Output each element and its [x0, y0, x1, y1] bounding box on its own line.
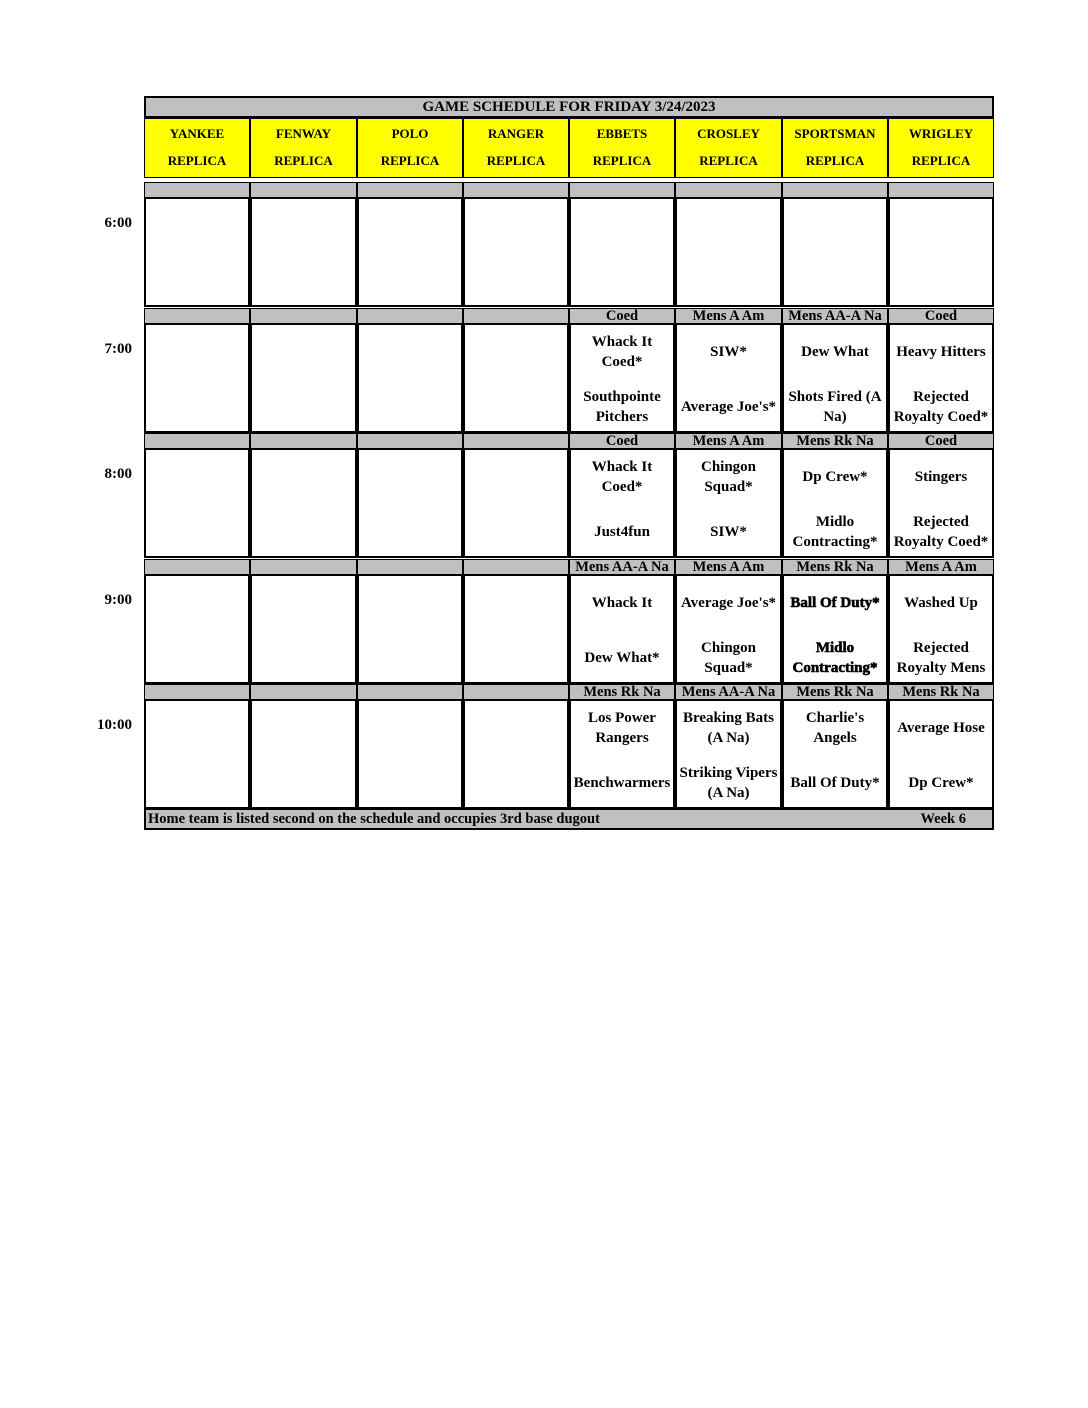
- schedule-footer: [144, 808, 994, 830]
- division-label: Mens Rk Na: [782, 559, 888, 575]
- home-team: SIW*: [710, 524, 747, 540]
- field-header: [782, 118, 888, 178]
- away-team: [359, 450, 461, 504]
- home-team: Rejected Royalty Coed*: [893, 389, 989, 425]
- away-team: [571, 199, 673, 253]
- away-team: Whack It: [591, 595, 653, 611]
- home-team: Dew What*: [584, 650, 660, 666]
- division-label: Mens A Am: [675, 559, 782, 575]
- division-label: [888, 182, 994, 198]
- field-name: WRIGLEY: [908, 126, 974, 141]
- field-header: [250, 118, 357, 178]
- home-team: Chingon Squad*: [700, 640, 757, 676]
- division-label: Mens AA-A Na: [782, 308, 888, 324]
- division-label: [357, 433, 463, 449]
- division-label: Coed: [569, 433, 675, 449]
- home-team: Average Joe's*: [680, 399, 777, 415]
- home-team: [146, 631, 248, 685]
- game-cell: [782, 448, 888, 558]
- division-label: Mens A Am: [675, 308, 782, 324]
- game-cell: [569, 448, 675, 558]
- game-cell: [888, 323, 994, 433]
- away-team: [465, 576, 567, 630]
- division-label: [357, 559, 463, 575]
- division-label: [357, 308, 463, 324]
- division-label: Coed: [569, 308, 675, 324]
- division-label: Mens Rk Na: [782, 433, 888, 449]
- home-team: Just4fun: [594, 524, 650, 540]
- home-team: [146, 505, 248, 559]
- home-team: [146, 756, 248, 810]
- home-team: [465, 254, 567, 308]
- away-team: [252, 450, 355, 504]
- time-label: 8:00: [104, 466, 132, 482]
- field-header: [144, 118, 250, 178]
- game-cell: [675, 323, 782, 433]
- home-team: Dp Crew*: [908, 775, 974, 791]
- field-name: SPORTSMAN: [794, 126, 876, 141]
- division-label: Mens AA-A Na: [675, 684, 782, 700]
- home-team: [252, 756, 355, 810]
- home-team: [571, 254, 673, 308]
- game-cell: [782, 699, 888, 809]
- away-team: Charlie's Angels: [805, 710, 865, 746]
- home-team: [252, 380, 355, 434]
- home-team: Benchwarmers: [573, 775, 671, 791]
- game-cell: [888, 574, 994, 684]
- field-header: [463, 118, 569, 178]
- division-label: Mens A Am: [888, 559, 994, 575]
- home-team: [252, 631, 355, 685]
- home-team: [784, 254, 886, 308]
- away-team: Whack It Coed*: [591, 459, 653, 495]
- game-cell: [569, 323, 675, 433]
- away-team: Average Joe's*: [680, 595, 777, 611]
- away-team: [784, 199, 886, 253]
- field-name: POLO: [391, 126, 429, 141]
- game-cell: [357, 574, 463, 684]
- game-cell: [675, 448, 782, 558]
- away-team: Dew What: [801, 344, 869, 360]
- division-label: [463, 308, 569, 324]
- home-team: Ball Of Duty*: [790, 775, 880, 791]
- division-label: [675, 182, 782, 198]
- away-team: [677, 199, 780, 253]
- away-team: [359, 325, 461, 379]
- game-cell: [463, 574, 569, 684]
- game-cell: [357, 448, 463, 558]
- home-team: [465, 505, 567, 559]
- away-team: [252, 325, 355, 379]
- game-cell: [250, 323, 357, 433]
- time-label: 6:00: [104, 215, 132, 231]
- away-team: [146, 450, 248, 504]
- away-team: Ball Of Duty*: [790, 595, 880, 611]
- division-label: [250, 684, 357, 700]
- division-label: [250, 308, 357, 324]
- home-team: Rejected Royalty Coed*: [893, 514, 989, 550]
- game-cell: [569, 699, 675, 809]
- away-team: [465, 701, 567, 755]
- game-cell: [782, 323, 888, 433]
- home-team: Shots Fired (A Na): [788, 389, 882, 425]
- division-label: Coed: [888, 433, 994, 449]
- field-subtitle: REPLICA: [911, 153, 971, 168]
- home-team: [252, 254, 355, 308]
- field-header: [569, 118, 675, 178]
- division-label: [463, 684, 569, 700]
- away-team: [146, 325, 248, 379]
- field-name: CROSLEY: [697, 126, 760, 141]
- away-team: Breaking Bats (A Na): [683, 710, 774, 746]
- division-label: [357, 684, 463, 700]
- game-cell: [144, 448, 250, 558]
- away-team: Whack It Coed*: [591, 334, 653, 370]
- division-label: [357, 182, 463, 198]
- game-cell: [675, 699, 782, 809]
- away-team: SIW*: [710, 344, 747, 360]
- division-label: [250, 182, 357, 198]
- away-team: [252, 199, 355, 253]
- field-subtitle: REPLICA: [486, 153, 546, 168]
- away-team: [146, 576, 248, 630]
- game-cell: [144, 197, 250, 307]
- game-cell: [463, 323, 569, 433]
- division-label: [144, 182, 250, 198]
- division-label: Coed: [888, 308, 994, 324]
- home-team: [359, 756, 461, 810]
- division-label: [144, 684, 250, 700]
- field-name: EBBETS: [596, 126, 648, 141]
- schedule-title: GAME SCHEDULE FOR FRIDAY 3/24/2023: [144, 96, 994, 118]
- home-team: Midlo Contracting*: [792, 640, 878, 676]
- division-label: Mens Rk Na: [569, 684, 675, 700]
- division-label: [463, 433, 569, 449]
- division-label: [144, 308, 250, 324]
- game-cell: [463, 448, 569, 558]
- away-team: Dp Crew*: [802, 469, 868, 485]
- field-header: [675, 118, 782, 178]
- game-cell: [144, 323, 250, 433]
- field-subtitle: REPLICA: [167, 153, 227, 168]
- away-team: [359, 199, 461, 253]
- field-name: YANKEE: [169, 126, 225, 141]
- away-team: [465, 199, 567, 253]
- game-cell: [463, 699, 569, 809]
- away-team: Chingon Squad*: [700, 459, 757, 495]
- game-cell: [357, 323, 463, 433]
- time-label: 10:00: [97, 717, 132, 733]
- home-team: [359, 254, 461, 308]
- home-team: Striking Vipers (A Na): [679, 765, 778, 801]
- time-label: 7:00: [104, 341, 132, 357]
- home-team: [359, 380, 461, 434]
- division-label: [250, 433, 357, 449]
- away-team: [359, 576, 461, 630]
- home-team: Rejected Royalty Mens: [896, 640, 986, 676]
- game-cell: [782, 197, 888, 307]
- away-team: Stingers: [914, 469, 968, 485]
- field-name: FENWAY: [275, 126, 332, 141]
- home-team: [465, 756, 567, 810]
- game-cell: [144, 699, 250, 809]
- field-subtitle: REPLICA: [274, 153, 333, 168]
- division-label: [250, 559, 357, 575]
- home-team: [890, 254, 992, 308]
- game-cell: [463, 197, 569, 307]
- game-cell: [569, 197, 675, 307]
- home-team: [465, 380, 567, 434]
- division-label: Mens A Am: [675, 433, 782, 449]
- away-team: Heavy Hitters: [896, 344, 986, 360]
- division-label: [782, 182, 888, 198]
- home-team: Southpointe Pitchers: [583, 389, 661, 425]
- division-label: Mens AA-A Na: [569, 559, 675, 575]
- game-cell: [357, 197, 463, 307]
- home-team: [359, 505, 461, 559]
- game-cell: [250, 699, 357, 809]
- division-label: [463, 559, 569, 575]
- away-team: [359, 701, 461, 755]
- division-label: Mens Rk Na: [782, 684, 888, 700]
- away-team: [252, 576, 355, 630]
- game-cell: [675, 197, 782, 307]
- time-label: 9:00: [104, 592, 132, 608]
- home-team: [465, 631, 567, 685]
- game-cell: [888, 699, 994, 809]
- week-label: Week 6: [920, 810, 966, 827]
- game-cell: [782, 574, 888, 684]
- game-cell: [250, 574, 357, 684]
- home-team: [359, 631, 461, 685]
- home-team: [146, 380, 248, 434]
- game-cell: [144, 574, 250, 684]
- home-team: Midlo Contracting*: [792, 514, 878, 550]
- field-subtitle: REPLICA: [380, 153, 440, 168]
- field-header: [357, 118, 463, 178]
- away-team: [890, 199, 992, 253]
- game-cell: [888, 448, 994, 558]
- away-team: [146, 199, 248, 253]
- away-team: Washed Up: [904, 595, 978, 611]
- game-cell: [888, 197, 994, 307]
- division-label: [144, 559, 250, 575]
- away-team: Los Power Rangers: [588, 710, 656, 746]
- away-team: [252, 701, 355, 755]
- home-team-note: Home team is listed second on the schedule and occupies 3rd base dugout: [148, 810, 600, 827]
- field-name: RANGER: [487, 126, 545, 141]
- field-subtitle: REPLICA: [592, 153, 652, 168]
- game-cell: [250, 197, 357, 307]
- away-team: [146, 701, 248, 755]
- division-label: Mens Rk Na: [888, 684, 994, 700]
- division-label: [463, 182, 569, 198]
- away-team: [465, 325, 567, 379]
- field-header: [888, 118, 994, 178]
- field-subtitle: REPLICA: [805, 153, 865, 168]
- home-team: [146, 254, 248, 308]
- home-team: [252, 505, 355, 559]
- field-subtitle: REPLICA: [699, 153, 758, 168]
- home-team: [677, 254, 780, 308]
- game-cell: [569, 574, 675, 684]
- division-label: [144, 433, 250, 449]
- division-label: [569, 182, 675, 198]
- away-team: Average Hose: [897, 720, 985, 736]
- game-cell: [675, 574, 782, 684]
- game-cell: [357, 699, 463, 809]
- game-cell: [250, 448, 357, 558]
- away-team: [465, 450, 567, 504]
